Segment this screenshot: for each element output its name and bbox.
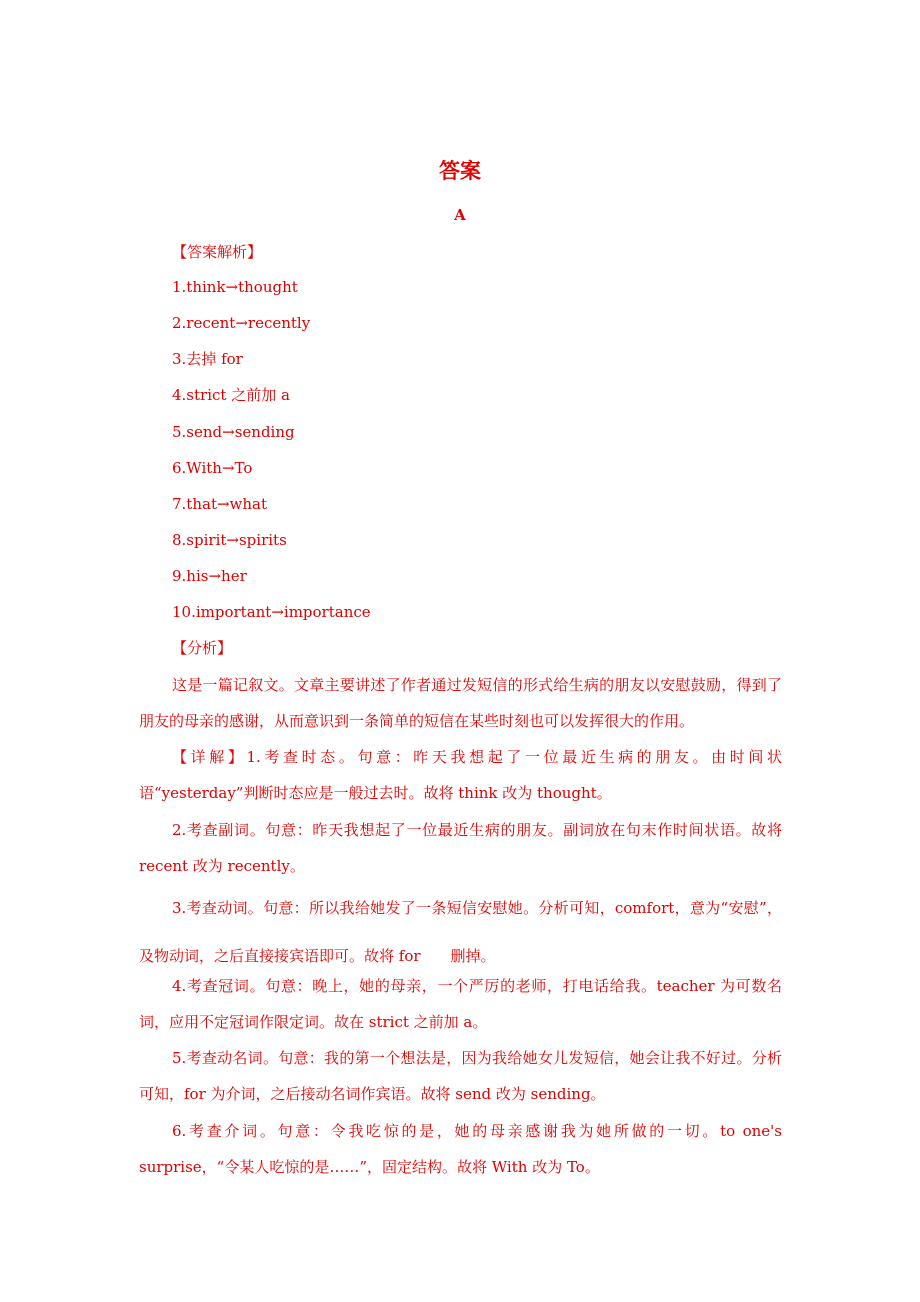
answer-heading: 【答案解析】 (172, 243, 263, 261)
section-label: A (454, 206, 466, 224)
detail-paragraph-2: 2.考查副词。句意：昨天我想起了一位最近生病的朋友。副词放在句末作时间状语。故将 recent 改为 recently。 (139, 821, 782, 875)
answer-item-7: 7.that→what (172, 495, 268, 513)
answer-item-3: 3.去掉 for (172, 350, 243, 368)
answer-item-2: 2.recent→recently (172, 314, 311, 332)
detail-paragraph-4: 4.考查冠词。句意：晚上，她的母亲，一个严厉的老师，打电话给我。teacher 为可数名词，应用不定冠词作限定词。故在 strict 之前加 a。 (139, 977, 782, 1031)
answer-item-1: 1.think→thought (172, 278, 298, 296)
detail-paragraph-5: 5.考查动名词。句意：我的第一个想法是，因为我给她女儿发短信，她会让我不好过。分析可知，for 为介词，之后接动名词作宾语。故将 send 改为 sending。 (139, 1049, 782, 1103)
answer-item-4: 4.strict 之前加 a (172, 386, 290, 404)
answer-item-9: 9.his→her (172, 567, 247, 585)
answer-item-10: 10.important→importance (172, 603, 371, 621)
detail-paragraph-6: 6.考查介词。句意：令我吃惊的是，她的母亲感谢我为她所做的一切。to one's surprise，“令某人吃惊的是……”，固定结构。故将 With 改为 To。 (139, 1122, 782, 1176)
analysis-paragraph: 这是一篇记叙文。文章主要讲述了作者通过发短信的形式给生病的朋友以安慰鼓励，得到了朋友的母亲的感谢，从而意识到一条简单的短信在某些时刻也可以发挥很大的作用。 (139, 676, 782, 730)
detail-paragraph-1: 【详解】1.考查时态。句意：昨天我想起了一位最近生病的朋友。由时间状语“yesterday”判断时态应是一般过去时。故将 think 改为 thought。 (139, 748, 782, 802)
page-title: 答案 (439, 158, 481, 183)
answer-item-6: 6.With→To (172, 459, 253, 477)
analysis-heading: 【分析】 (172, 639, 233, 657)
detail-paragraph-3: 3.考查动词。句意：所以我给她发了一条短信安慰她。分析可知，comfort，意为“安慰”，及物动词，之后直接接宾语即可。故将 for 删掉。 (139, 899, 782, 965)
answer-item-5: 5.send→sending (172, 423, 295, 441)
answer-item-8: 8.spirit→spirits (172, 531, 287, 549)
